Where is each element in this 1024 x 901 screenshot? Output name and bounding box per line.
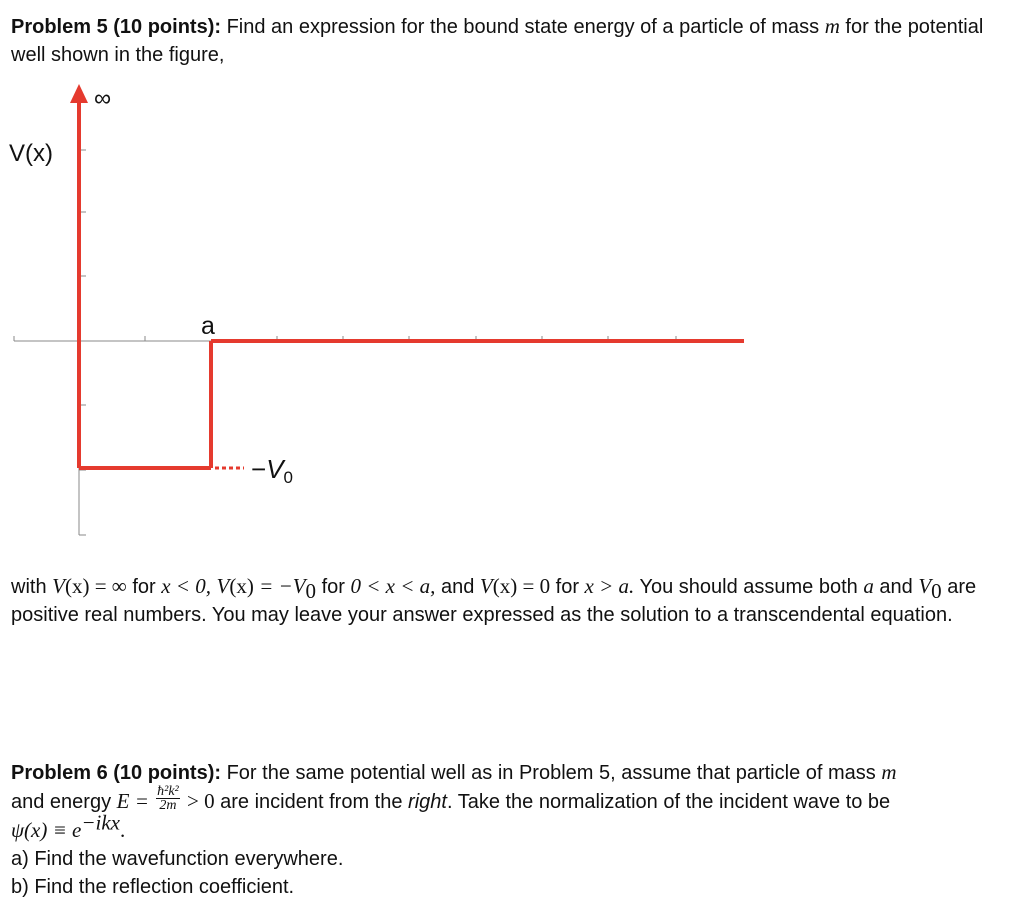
math-psi-exponent: −ikx [81, 810, 120, 835]
math-eq-zero: = 0 [517, 574, 551, 598]
text-right: right [408, 791, 447, 813]
fraction-numerator: ħ²k² [157, 784, 179, 800]
well-edge-label: a [201, 312, 215, 340]
math-v: V [216, 574, 230, 598]
text-incident: are incident from the [214, 791, 409, 813]
problem6-intro: For the same potential well as in Problem 5, assume that particle of mass [221, 762, 882, 784]
problem5-statement [11, 12, 1019, 69]
math-energy-rhs: > 0 [181, 789, 215, 813]
math-sub0: 0 [305, 579, 317, 603]
problem5-intro: Find an expression for the bound state energy of a particle of mass [221, 16, 825, 38]
text-positive-real: are positive real numbers. You may leave your answer expressed as the solution to a transcendental equation. [11, 576, 977, 626]
text-and: and [435, 576, 480, 598]
math-a: a [863, 574, 874, 598]
text-and: and [873, 576, 919, 598]
part-b: b) Find the reflection coefficient. [11, 876, 295, 899]
problem6-statement [11, 758, 1019, 901]
part-a: a) Find the wavefunction everywhere. [11, 848, 344, 871]
potential-curve [70, 84, 744, 468]
problem5-intro-end: for the potential well shown in the figure, [11, 16, 984, 66]
math-eq-infinity: = ∞ [89, 574, 127, 598]
problem5-heading: Problem 5 (10 points): [11, 16, 222, 38]
math-energy-lhs: E = [116, 789, 155, 813]
math-v: V [479, 574, 493, 598]
math-v: V [52, 574, 65, 598]
math-psi-end: . [120, 818, 126, 843]
infinity-arrow-icon [70, 84, 88, 103]
energy-fraction [156, 785, 180, 812]
text-for: for [126, 576, 162, 598]
potential-well-figure [0, 80, 760, 540]
math-cond1: x < 0, [161, 574, 211, 598]
mass-symbol: m [881, 760, 897, 784]
problem6-heading: Problem 6 (10 points): [11, 762, 222, 784]
math-x: (x) [64, 574, 90, 598]
math-sub0: 0 [931, 579, 942, 603]
text-for: for [550, 576, 585, 598]
text-normalization: . Take the normalization of the incident wave to be [446, 791, 891, 813]
depth-label-sub: 0 [283, 468, 293, 487]
text-for: for [316, 576, 351, 598]
math-cond3: x > a. [584, 574, 635, 598]
math-x: (x) [492, 574, 518, 598]
problem5-conditions [11, 572, 1019, 629]
y-axis-label: V(x) [9, 140, 53, 167]
text-assume: You should assume both [634, 576, 864, 598]
math-cond2: 0 < x < a, [350, 574, 436, 598]
mass-symbol: m [824, 14, 840, 38]
fraction-denominator: 2m [159, 798, 177, 814]
depth-label-minus: − [251, 454, 267, 484]
infinity-label: ∞ [94, 85, 112, 112]
math-psi: ψ(x) ≡ e [11, 818, 82, 843]
math-eq-minus-v: = −V [253, 574, 306, 598]
text-with: with [11, 576, 53, 598]
text-and-energy: and energy [11, 791, 117, 813]
depth-label [251, 454, 293, 487]
depth-label-var: V [266, 454, 284, 484]
math-v0: V [918, 574, 932, 598]
math-x: (x) [229, 574, 254, 598]
